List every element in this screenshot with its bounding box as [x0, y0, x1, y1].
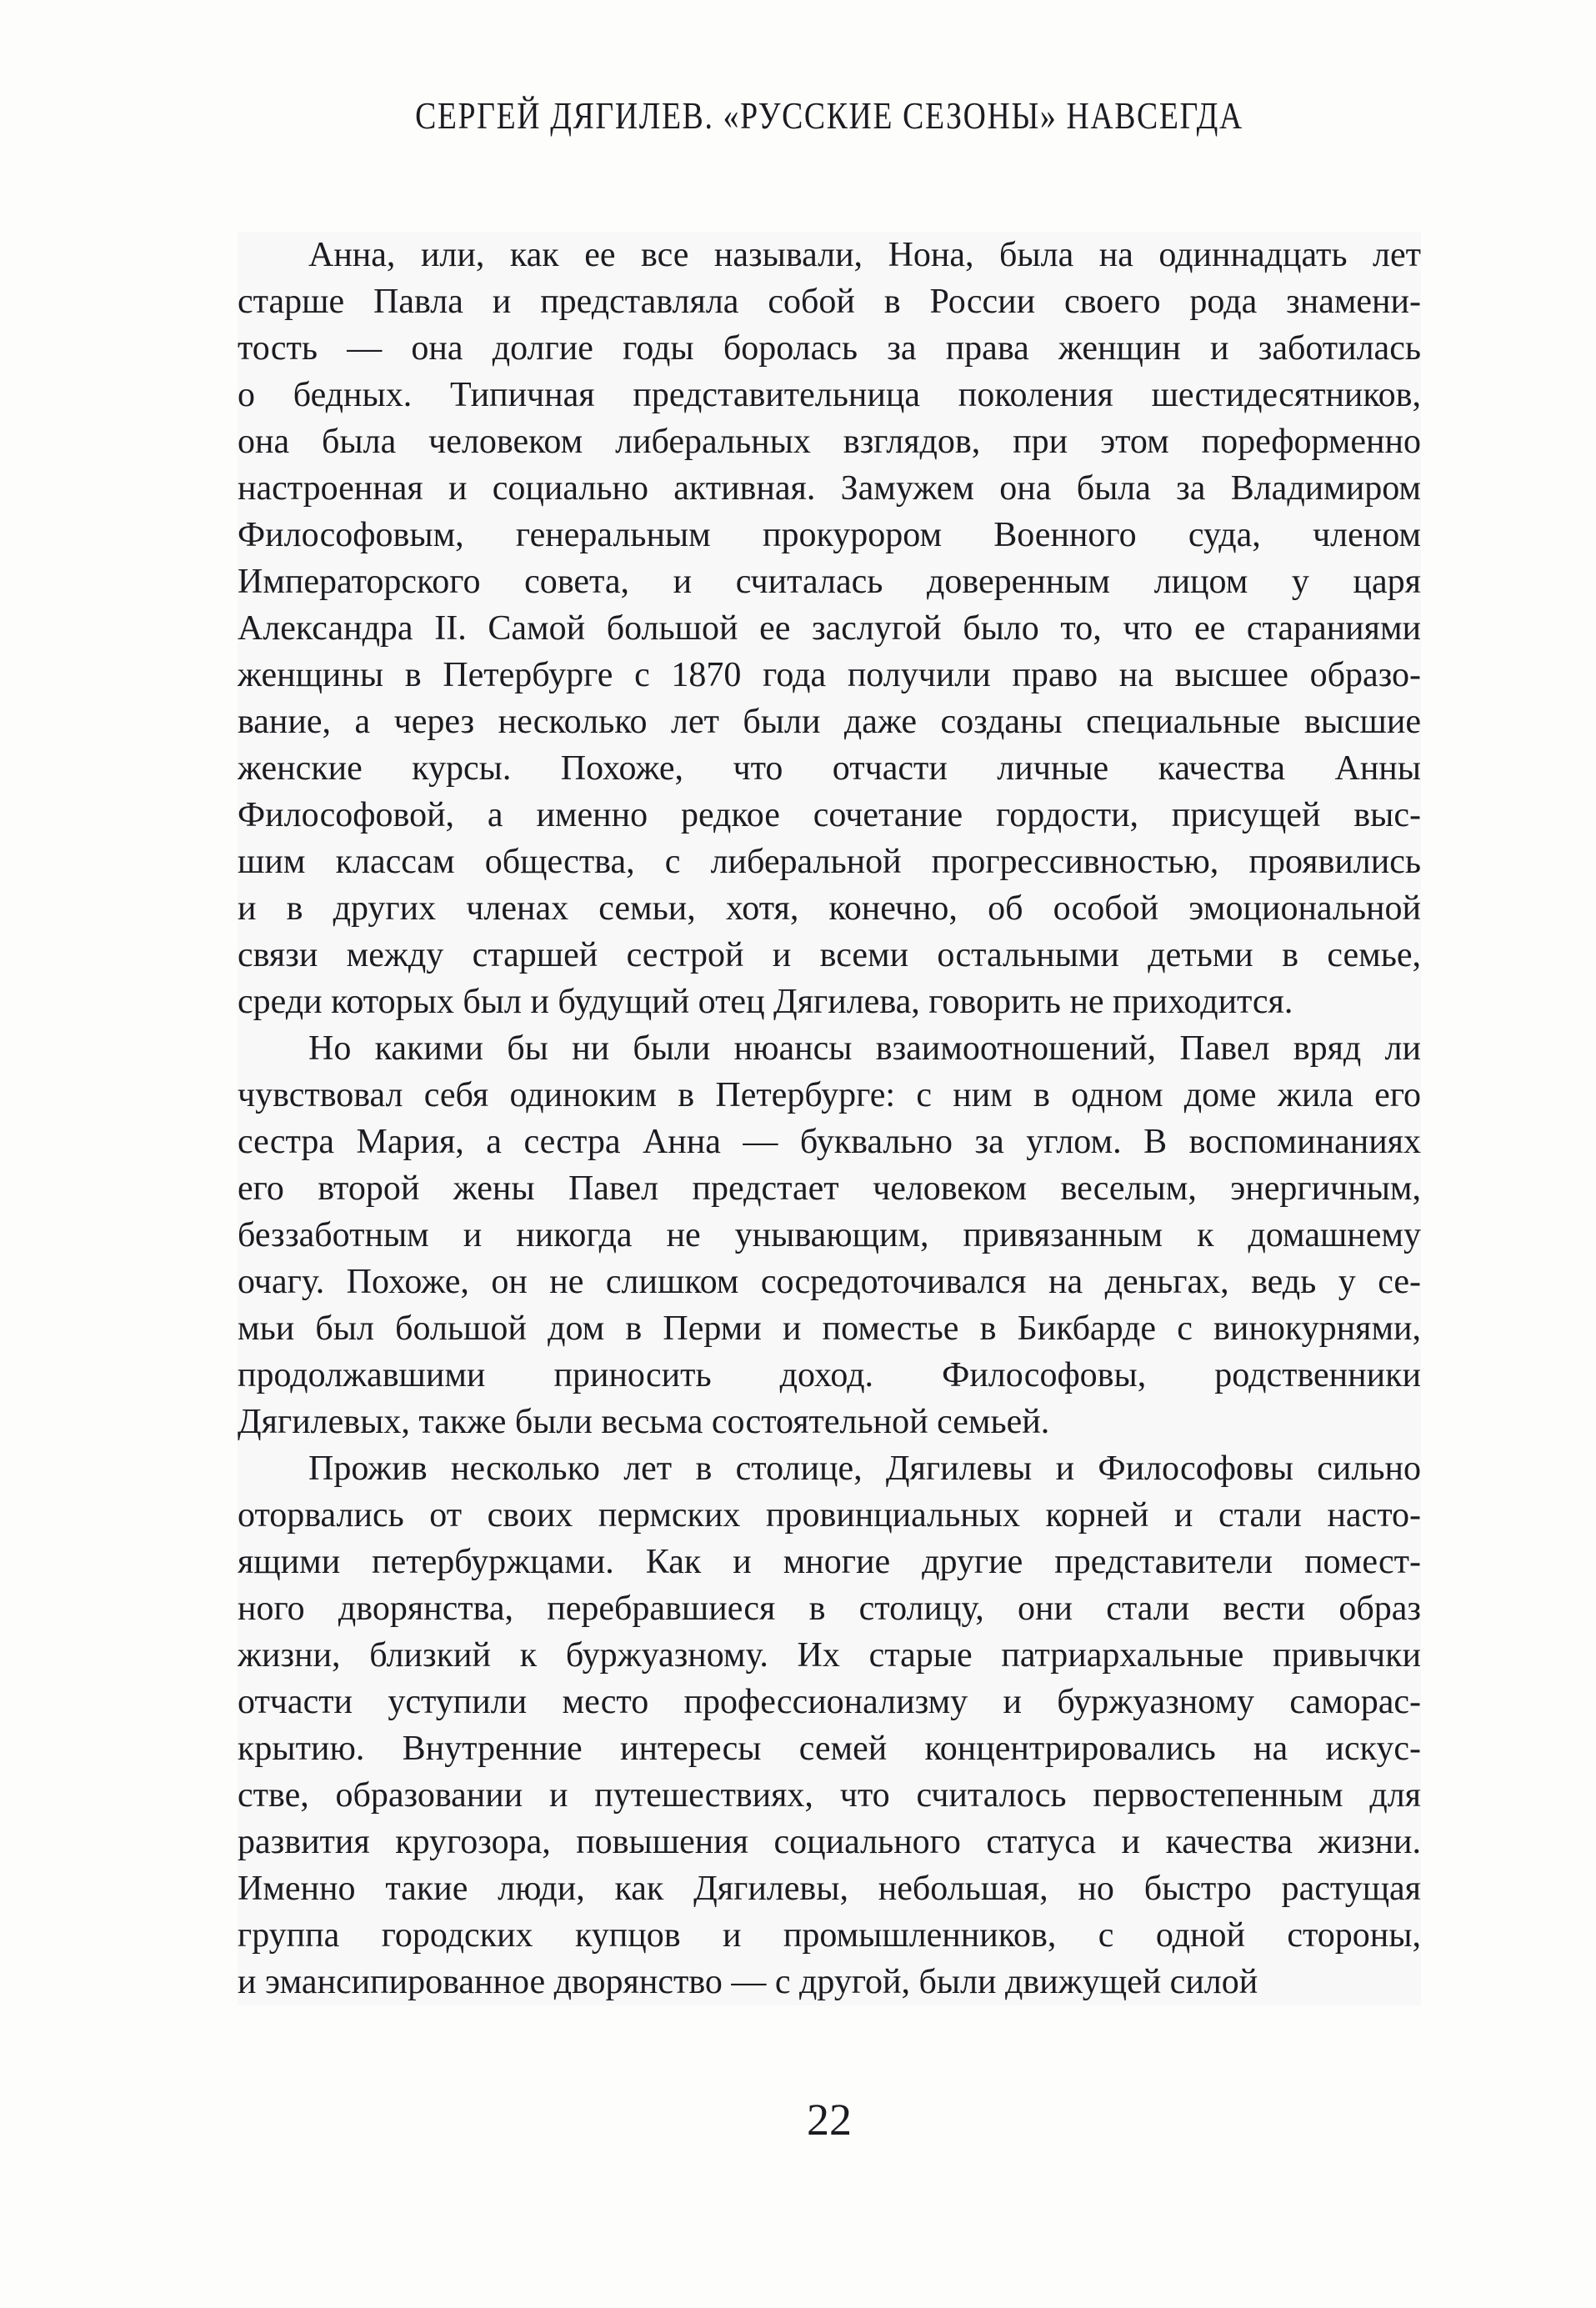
text-line: Философовой, а именно редкое сочетание гордости, присущей выс-: [238, 792, 1421, 839]
page-number: 22: [807, 2095, 852, 2145]
text-line: отчасти уступили место профессионализму и буржуазному саморас-: [238, 1679, 1421, 1725]
text-line: стве, образовании и путешествиях, что считалось первостепенным для: [238, 1772, 1421, 1819]
text-line: и в других членах семьи, хотя, конечно, об особой эмоциональной: [238, 885, 1421, 932]
text-line: Дягилевых, также были весьма состоятельной семьей.: [238, 1399, 1421, 1445]
text-line: развития кругозора, повышения социального статуса и качества жизни.: [238, 1819, 1421, 1865]
text-line: Анна, или, как ее все называли, Нона, была на одиннадцать лет: [238, 232, 1421, 278]
text-line: продолжавшими приносить доход. Философовы, родственники: [238, 1352, 1421, 1399]
text-line: беззаботным и никогда не унывающим, привязанным к домашнему: [238, 1212, 1421, 1259]
text-line: крытию. Внутренние интересы семей концентрировались на искус-: [238, 1725, 1421, 1772]
text-line: вание, а через несколько лет были даже созданы специальные высшие: [238, 698, 1421, 745]
text-line: ного дворянства, перебравшиеся в столицу, они стали вести образ: [238, 1585, 1421, 1632]
text-line: настроенная и социально активная. Замужем она была за Владимиром: [238, 465, 1421, 512]
text-line: тость — она долгие годы боролась за права женщин и заботилась: [238, 325, 1421, 372]
text-line: Императорского совета, и считалась доверенным лицом у царя: [238, 558, 1421, 605]
text-line: ящими петербуржцами. Как и многие другие представители помест-: [238, 1539, 1421, 1585]
text-line: мьи был большой дом в Перми и поместье в Бикбарде с винокурнями,: [238, 1305, 1421, 1352]
body-text: [238, 232, 1421, 2005]
running-header: СЕРГЕЙ ДЯГИЛЕВ. «РУССКИЕ СЕЗОНЫ» НАВСЕГДА: [415, 94, 1243, 137]
text-line: оторвались от своих пермских провинциальных корней и стали насто-: [238, 1492, 1421, 1539]
text-line: жизни, близкий к буржуазному. Их старые патриархальные привычки: [238, 1632, 1421, 1679]
text-line: женские курсы. Похоже, что отчасти личные качества Анны: [238, 745, 1421, 792]
text-line: Александра II. Самой большой ее заслугой было то, что ее стараниями: [238, 605, 1421, 652]
text-line: связи между старшей сестрой и всеми остальными детьми в семье,: [238, 932, 1421, 979]
text-line: о бедных. Типичная представительница поколения шестидесятников,: [238, 372, 1421, 418]
text-line: шим классам общества, с либеральной прогрессивностью, проявились: [238, 839, 1421, 885]
text-line: Прожив несколько лет в столице, Дягилевы и Философовы сильно: [238, 1445, 1421, 1492]
text-line: старше Павла и представляла собой в России своего рода знамени-: [238, 278, 1421, 325]
text-line: и эмансипированное дворянство — с другой, были движущей силой: [238, 1959, 1421, 2005]
text-line: среди которых был и будущий отец Дягилева, говорить не приходится.: [238, 979, 1421, 1025]
text-line: Но какими бы ни были нюансы взаимоотношений, Павел вряд ли: [238, 1025, 1421, 1072]
text-line: сестра Мария, а сестра Анна — буквально за углом. В воспоминаниях: [238, 1119, 1421, 1165]
text-line: женщины в Петербурге с 1870 года получили право на высшее образо-: [238, 652, 1421, 698]
text-line: очагу. Похоже, он не слишком сосредоточивался на деньгах, ведь у се-: [238, 1259, 1421, 1305]
text-line: Философовым, генеральным прокурором Военного суда, членом: [238, 512, 1421, 558]
text-line: его второй жены Павел предстает человеком веселым, энергичным,: [238, 1165, 1421, 1212]
text-line: чувствовал себя одиноким в Петербурге: с ним в одном доме жила его: [238, 1072, 1421, 1119]
text-line: Именно такие люди, как Дягилевы, небольшая, но быстро растущая: [238, 1865, 1421, 1912]
text-line: она была человеком либеральных взглядов, при этом пореформенно: [238, 418, 1421, 465]
text-line: группа городских купцов и промышленников, с одной стороны,: [238, 1912, 1421, 1959]
